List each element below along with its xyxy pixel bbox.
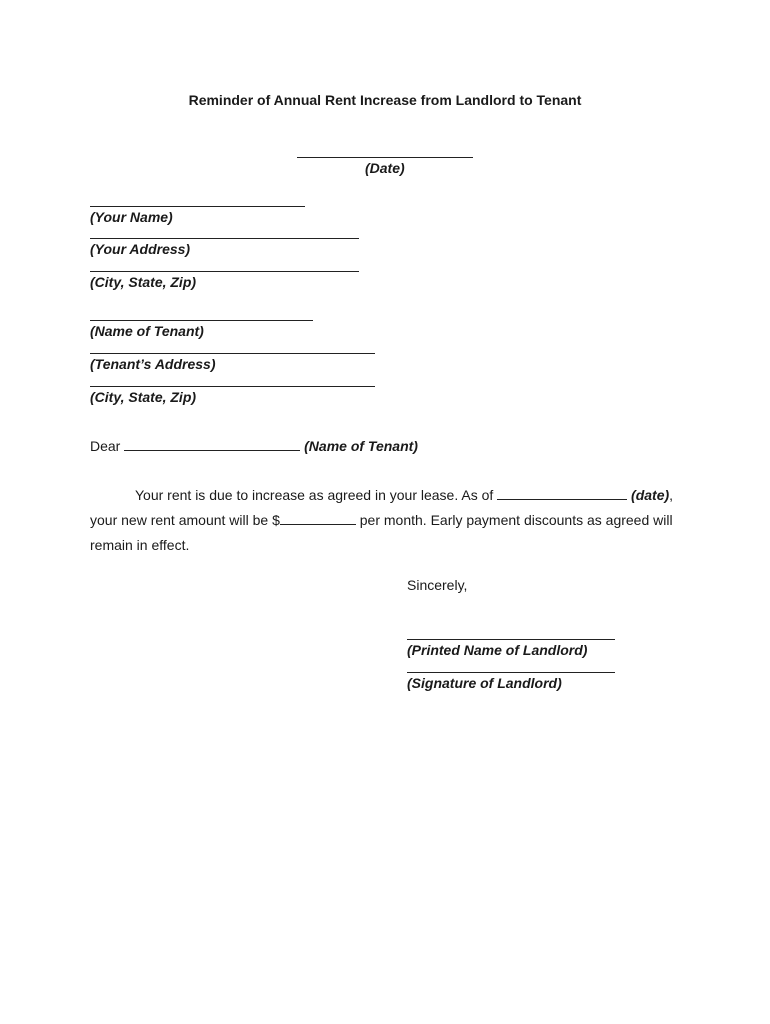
date-line[interactable] <box>297 157 473 158</box>
body-line-1-start: Your rent is due to increase as agreed in your lease. As of <box>135 487 494 503</box>
sender-name-line[interactable] <box>90 206 305 207</box>
document-title: Reminder of Annual Rent Increase from Landlord to Tenant <box>188 92 582 108</box>
sender-city-label: (City, State, Zip) <box>90 274 197 290</box>
salutation-dear: Dear <box>90 438 121 454</box>
sender-name-label: (Your Name) <box>90 209 173 225</box>
tenant-address-label: (Tenant’s Address) <box>90 356 216 372</box>
tenant-name-label: (Name of Tenant) <box>90 323 204 339</box>
body-line-3: remain in effect. <box>90 537 190 553</box>
tenant-name-line[interactable] <box>90 320 313 321</box>
sender-address-label: (Your Address) <box>90 241 191 257</box>
body-line-2 <box>90 512 673 528</box>
effective-date-blank[interactable] <box>497 487 627 500</box>
date-label: (Date) <box>365 160 405 176</box>
salutation-name-blank[interactable] <box>124 438 300 451</box>
tenant-city-label: (City, State, Zip) <box>90 389 197 405</box>
printed-name-line[interactable] <box>407 639 615 640</box>
body-line-1 <box>135 487 673 503</box>
rent-amount-blank[interactable] <box>280 512 356 525</box>
effective-date-label: (date) <box>631 487 670 503</box>
tenant-address-line[interactable] <box>90 353 375 354</box>
sender-address-line[interactable] <box>90 238 359 239</box>
body-line-2-start: your new rent amount will be $ <box>90 512 280 528</box>
body-line-2-end: per month. Early payment discounts as agreed will <box>355 512 673 528</box>
salutation-name-label: (Name of Tenant) <box>304 438 418 454</box>
sender-city-line[interactable] <box>90 271 359 272</box>
salutation <box>90 438 418 454</box>
tenant-city-line[interactable] <box>90 386 375 387</box>
printed-name-label: (Printed Name of Landlord) <box>407 642 588 658</box>
body-line-1-end: , <box>669 487 674 503</box>
signature-label: (Signature of Landlord) <box>407 675 562 691</box>
closing-sincerely: Sincerely, <box>407 577 468 593</box>
signature-line[interactable] <box>407 672 615 673</box>
